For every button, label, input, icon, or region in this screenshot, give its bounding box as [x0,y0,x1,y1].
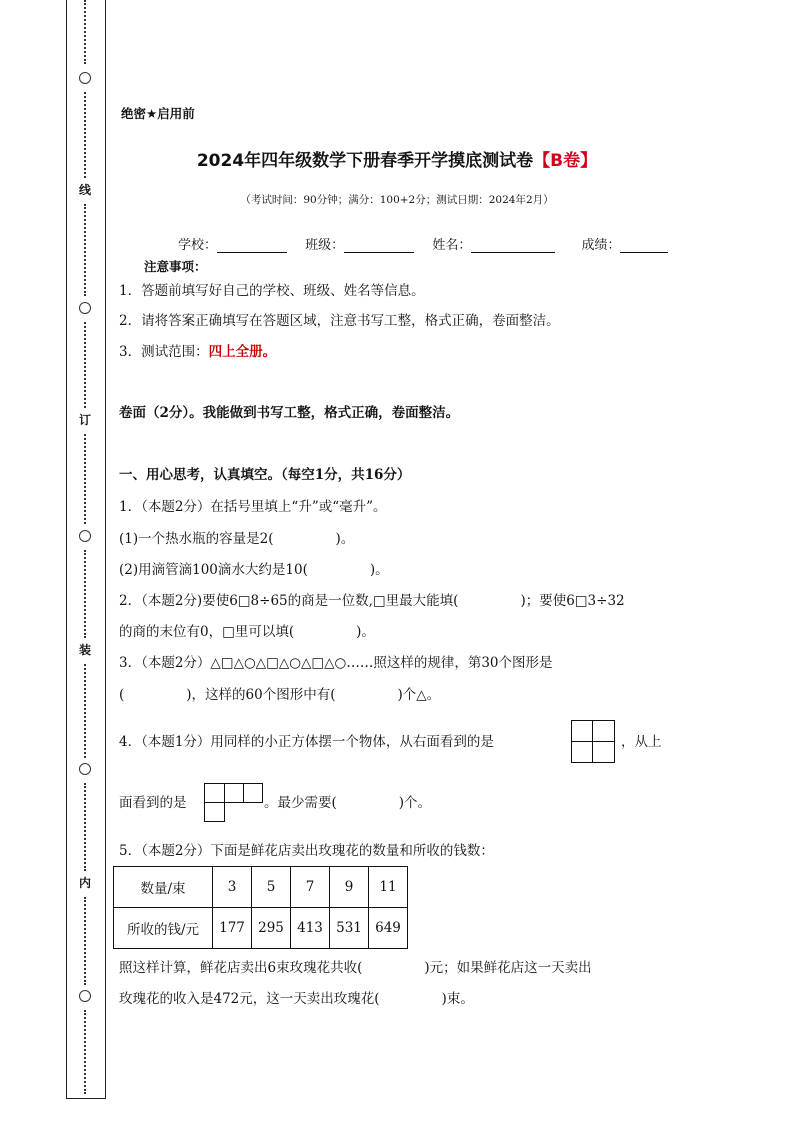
q3-line2-c: )个△。 [397,687,441,703]
table-cell: 5 [252,867,291,908]
binding-dots [84,204,98,296]
q3-line2-a: ( [119,687,125,703]
neatness-note: 卷面（2分）。我能做到书写工整，格式正确，卷面整洁。 [119,405,460,421]
top-view-figure [204,783,263,822]
q4-line1-b: ，从上 [621,734,662,750]
test-scope: 四上全册。 [208,344,277,360]
secret-mark: 绝密★启用前 [121,106,195,121]
school-field[interactable] [217,238,287,253]
notice-heading: 注意事项： [144,259,207,274]
q5-line2-a: 玫瑰花的收入是472元，这一天卖出玫瑰花( [119,991,380,1007]
table-cell: 413 [291,908,330,949]
school-label: 学校： [178,238,218,253]
q4-line2-c: )个。 [398,795,432,811]
right-view-cell [593,721,614,742]
q1-a-suffix: )。 [335,531,355,547]
binding-label-line: 线 [78,183,91,197]
binding-dots [84,783,98,871]
table-cell: 3 [213,867,252,908]
binding-label-order: 订 [78,413,91,427]
exam-meta: （考试时间：90分钟；满分：100+2分；测试日期：2024年2月） [240,194,554,206]
q5-line-2 [119,990,474,1008]
name-label: 姓名： [432,238,472,253]
q5-line1-a: 照这样计算，鲜花店卖出6束玫瑰花共收( [119,960,363,976]
q1-b-suffix: )。 [369,562,389,578]
table-cell: 7 [291,867,330,908]
section-1-heading: 一、用心思考，认真填空。（每空1分，共16分） [119,467,411,483]
binding-dots [84,664,98,758]
q2-line1-a: 2．（本题2分)要使6□8÷65的商是一位数,□里最大能填( [119,593,459,609]
q1-stem: 1．（本题2分）在括号里填上“升”或“毫升”。 [119,499,387,515]
right-view-cell [572,742,593,762]
binding-ring [79,530,91,542]
binding-dots [84,897,98,985]
q4-line2-b: 。最少需要( [264,795,337,811]
class-field[interactable] [344,238,414,253]
score-label: 成绩： [581,238,621,253]
table-cell: 531 [330,908,369,949]
q4-line-1 [119,733,494,751]
q3-line-2 [119,686,440,704]
binding-label-bind: 装 [78,643,91,657]
table-row [114,908,408,949]
table-cell: 11 [369,867,408,908]
title-main: 2024年四年级数学下册春季开学摸底测试卷 [196,151,534,171]
name-field[interactable] [471,238,555,253]
table-header-cell: 所收的钱/元 [114,908,213,949]
table-cell: 177 [213,908,252,949]
table-cell: 649 [369,908,408,949]
q5-stem: 5．（本题2分）下面是鲜花店卖出玫瑰花的数量和所收的钱数： [119,843,494,859]
binding-dots [84,550,98,638]
binding-ring [79,763,91,775]
q4-line1-a: 4．（本题1分）用同样的小正方体摆一个物体，从右面看到的是 [119,734,494,750]
q4-line-2 [264,794,431,812]
page-title [0,146,794,171]
binding-dots [84,1010,98,1094]
right-view-cell [572,721,593,742]
top-view-cell [243,783,263,803]
q2-line1-b: )；要使6□3÷32 [520,593,625,609]
class-label: 班级： [305,238,345,253]
q1-b-prefix: (2)用滴管滴100滴水大约是10( [119,562,308,578]
top-view-cell [204,802,225,822]
score-field[interactable] [620,238,668,253]
q5-line2-b: )束。 [441,991,474,1007]
notice-item-3 [119,343,276,361]
q1-part-a [119,530,354,548]
q3-line2-b: )，这样的60个图形中有( [186,687,336,703]
table-cell: 295 [252,908,291,949]
binding-ring [79,302,91,314]
q2-line2-a: 的商的末位有0，□里可以填( [119,624,295,640]
right-view-figure [571,720,615,763]
q2-line2-b: )。 [356,624,375,640]
notice-item-3-prefix: 3．测试范围： [119,344,209,360]
q5-line1-b: )元；如果鲜花店这一天卖出 [424,960,592,976]
table-cell: 9 [330,867,369,908]
binding-ring [79,990,91,1002]
notice-item-2: 2．请将答案正确填写在答题区域，注意书写工整，格式正确，卷面整洁。 [119,313,560,329]
top-view-cell [224,783,244,803]
flower-sales-table [113,866,408,949]
q5-line-1 [119,959,592,977]
student-info-row [178,234,678,253]
table-row [114,867,408,908]
title-tag: 【B卷】 [533,151,598,171]
binding-dots [84,0,98,64]
binding-dots [84,322,98,408]
binding-label-inner: 内 [78,876,91,890]
top-view-cell [204,783,225,803]
q2-line-2 [119,623,375,641]
notice-item-1: 1．答题前填写好自己的学校、班级、姓名等信息。 [119,283,425,299]
binding-dots [84,434,98,524]
table-header-cell: 数量/束 [114,867,213,908]
q4-line2-a: 面看到的是 [119,795,187,811]
q2-line-1 [119,592,625,610]
q1-a-prefix: (1)一个热水瓶的容量是2( [119,531,274,547]
q1-part-b [119,561,389,579]
q3-line-1: 3．（本题2分）△□△○△□△○△□△○……照这样的规律，第30个图形是 [119,655,553,671]
binding-ring [79,72,91,84]
